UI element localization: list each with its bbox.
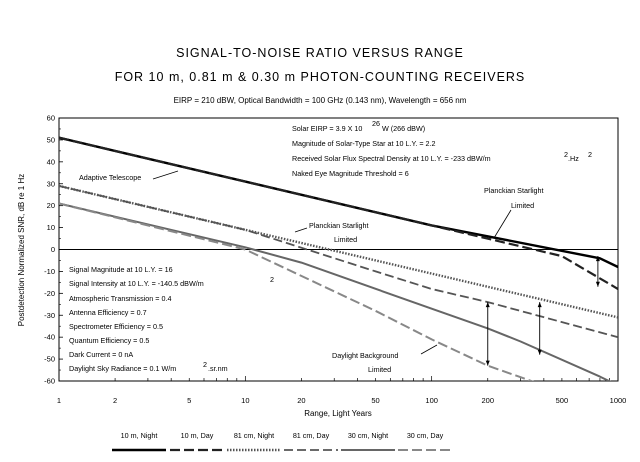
label-daylight-2: Limited: [368, 365, 392, 374]
x-tick-label: 20: [297, 396, 306, 405]
legend-label-3: 81 cm, Day: [292, 431, 330, 440]
ann-intensity-sup: 2: [270, 275, 274, 284]
ann-sky-unit: .sr.nm: [208, 364, 228, 373]
y-tick-label: 0: [50, 245, 55, 254]
ann-signal-mag: Signal Magnitude at 10 L.Y. = 16: [69, 265, 173, 274]
y-tick-label: 60: [46, 113, 55, 123]
x-tick-label: 10: [241, 396, 250, 405]
y-tick-label: -30: [44, 310, 55, 320]
legend-label-0: 10 m, Night: [120, 431, 158, 440]
legend: [112, 431, 452, 450]
x-tick-label: 200: [481, 396, 495, 405]
y-tick-label: 50: [46, 135, 55, 145]
y-tick-label: -50: [44, 354, 55, 364]
label-planckian-right-2: Limited: [511, 201, 535, 210]
label-planckian-mid-2: Limited: [334, 235, 358, 244]
arrow-markers: [486, 256, 600, 366]
y-tick-label: -40: [44, 332, 55, 342]
y-tick-label: 10: [46, 223, 55, 233]
x-tick-label: 2: [113, 396, 118, 405]
y-tick-label: -10: [44, 266, 55, 276]
ann-naked-eye: Naked Eye Magnitude Threshold = 6: [292, 169, 409, 178]
label-planckian-right-1: Planckian Starlight: [484, 186, 544, 195]
ann-dark: Dark Current = 0 nA: [69, 350, 134, 359]
ann-solar-eirp-unit: W (266 dBW): [382, 124, 426, 133]
label-planckian-mid-1: Planckian Starlight: [309, 221, 369, 230]
ann-solar-eirp: Solar EIRP = 3.9 X 10: [292, 124, 363, 133]
arrow-head: [596, 282, 600, 287]
x-tick-label: 1000: [609, 396, 627, 405]
arrow-head: [486, 361, 490, 366]
ann-flux-unit: .Hz: [568, 154, 579, 163]
x-tick-label: 1: [56, 396, 62, 405]
arrow-head: [538, 350, 542, 355]
legend-label-4: 30 cm, Night: [347, 431, 389, 440]
x-tick-label: 100: [425, 396, 438, 405]
ann-flux-sup: 2: [564, 150, 568, 159]
pointer-daylight: [421, 345, 437, 354]
ann-sky-sup: 2: [203, 360, 207, 369]
ann-flux-sup2: 2: [588, 150, 592, 159]
y-tick-label: 20: [46, 201, 55, 211]
label-adaptive-telescope: Adaptive Telescope: [79, 173, 142, 182]
legend-label-5: 30 cm, Day: [406, 431, 444, 440]
legend-label-1: 10 m, Day: [180, 431, 214, 440]
pointer-planckian-right: [494, 210, 511, 238]
arrow-head: [538, 302, 542, 307]
x-tick-label: 50: [371, 396, 380, 405]
chart-subtitle: EIRP = 210 dBW, Optical Bandwidth = 100 GHz (0.143 nm), Wavelength = 656 nm: [173, 96, 467, 105]
ann-antenna: Antenna Efficiency = 0.7: [69, 308, 147, 317]
x-tick-label: 5: [187, 396, 192, 405]
x-tick-label: 500: [555, 396, 569, 405]
legend-label-2: 81 cm, Night: [233, 431, 275, 440]
ann-solar-eirp-exp: 26: [372, 119, 380, 128]
x-axis-label: Range, Light Years: [304, 409, 372, 418]
y-tick-label: -20: [44, 288, 55, 298]
label-daylight-1: Daylight Background: [332, 351, 399, 360]
ann-flux: Received Solar Flux Spectral Density at 10 L.Y. = -233 dBW/m: [292, 154, 491, 163]
ann-quantum: Quantum Efficiency = 0.5: [69, 336, 150, 345]
ann-sky: Daylight Sky Radiance = 0.1 W/m: [69, 364, 177, 373]
y-axis-label: Postdetection Normalized SNR, dB re 1 Hz: [17, 173, 26, 327]
chart-title: SIGNAL-TO-NOISE RATIO VERSUS RANGE: [176, 46, 464, 60]
ann-magnitude-solar: Magnitude of Solar-Type Star at 10 L.Y. = 2.2: [292, 139, 436, 148]
y-tick-label: -60: [44, 376, 55, 386]
ann-spectrometer: Spectrometer Efficiency = 0.5: [69, 322, 163, 331]
ann-signal-intensity: Signal Intensity at 10 L.Y. = -140.5 dBW/m: [69, 279, 204, 288]
ann-atm: Atmospheric Transmission = 0.4: [69, 294, 172, 303]
pointer-adaptive: [153, 171, 178, 179]
y-tick-label: 30: [46, 179, 55, 189]
y-tick-label: 40: [46, 157, 55, 167]
chart-title-line2: FOR 10 m, 0.81 m & 0.30 m PHOTON-COUNTING RECEIVERS: [114, 70, 526, 84]
pointer-planckian-mid: [295, 228, 307, 232]
